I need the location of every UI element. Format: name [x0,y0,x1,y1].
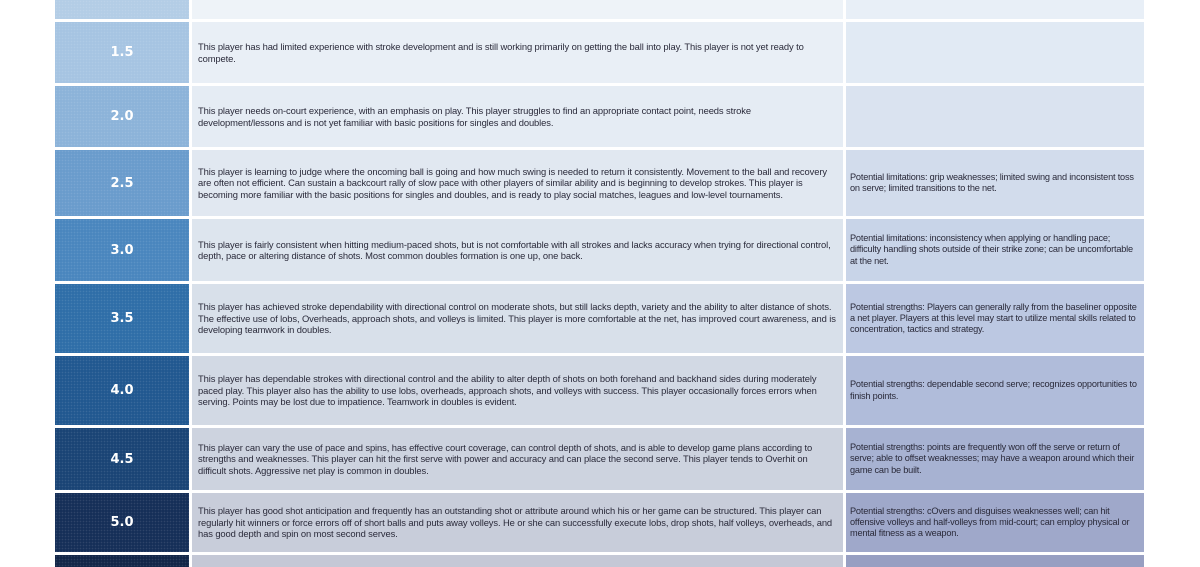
ntrp-rating-table [55,0,1144,565]
notes-cell [846,356,1144,425]
rating-cell: 2.0 [55,86,189,147]
notes-cell [846,493,1144,552]
table-row [55,356,1144,425]
description-cell [192,86,843,147]
notes-text: Potential strengths: dependable second serve; recognizes opportunities to finish points. [850,379,1137,401]
table-row [55,150,1144,216]
description-cell [192,0,843,19]
notes-text: Potential strengths: Players can generally rally from the baseliner opposite a net player. Players at this level may start to utilize mental skills related to concentration, tactics and strategy. [850,301,1137,335]
description-text: This player has had limited experience with stroke development and is still working primarily on getting the ball into play. This player is not yet ready to compete. [198,41,804,64]
notes-cell [846,86,1144,147]
description-cell [192,150,843,216]
table-row [55,555,1144,567]
table-row [55,86,1144,147]
description-text: This player has good shot anticipation and frequently has an outstanding shot or attribute around which his or her game can be structured. This player can regularly hit winners or force errors off of short balls and puts away volleys. He or she can successfully execute lobs, drop shots, half volleys, overheads, and has good depth and spin on most second serves. [198,505,833,540]
table-row [55,428,1144,490]
rating-cell [55,0,189,19]
notes-text: Potential strengths: cOvers and disguises weaknesses well; can hit offensive volleys and half-volleys from mid-court; can employ physical or mental fitness as a weapon. [850,505,1130,539]
rating-cell: 3.0 [55,219,189,281]
description-cell [192,493,843,552]
description-text: This player can vary the use of pace and spins, has effective court coverage, can control depth of shots, and is able to develop game plans according to strengths and weaknesses. This player can hit the first serve with power and accuracy and can place the second serve. This player tends to Overhit on difficult shots. Aggressive net play is common in doubles. [198,441,813,476]
description-cell [192,284,843,353]
rating-cell: 4.0 [55,356,189,425]
description-text: This player has achieved stroke dependability with directional control on moderate shots, but still lacks depth, variety and the ability to alter distance of shots. The effective use of lobs, Overheads, approach shots, and volleys is limited. This player is more comfortable at the net, has improved court awareness, and is developing teamwork in doubles. [198,301,836,336]
table-row [55,0,1144,19]
description-text: This player needs on-court experience, with an emphasis on play. This player struggles to find an appropriate contact point, needs stroke development/lessons and is not yet familiar with basic positions for singles and doubles. [198,105,751,128]
table-row [55,493,1144,552]
rating-cell: 3.5 [55,284,189,353]
notes-cell [846,428,1144,490]
table-row [55,284,1144,353]
rating-cell: 5.0 [55,493,189,552]
notes-text: Potential limitations: inconsistency when applying or handling pace; difficulty handling shots outside of their strike zone; can be uncomfortable at the net. [850,233,1133,266]
description-text: This player is fairly consistent when hitting medium-paced shots, but is not comfortable with all strokes and lacks accuracy when trying for directional control, depth, pace or altering distance of shots. Most common doubles formation is one up, one back. [198,238,831,261]
notes-cell [846,555,1144,567]
notes-cell [846,0,1144,19]
table-row [55,22,1144,83]
rating-cell: 2.5 [55,150,189,216]
description-cell [192,219,843,281]
description-text: This player is learning to judge where the oncoming ball is going and how much swing is needed to return it consistently. Movement to the ball and recovery are often not efficient. Can sustain a backcourt rally of slow pace with other players of similar ability and is beginning to develop strokes. This player is becoming more familiar with the basic positions for singles and doubles, and is ready to play social matches, leagues and low-level tournaments. [198,165,827,200]
rating-cell: 1.5 [55,22,189,83]
rating-cell [55,555,189,567]
notes-cell [846,219,1144,281]
notes-text: Potential limitations: grip weaknesses; limited swing and inconsistent toss on serve; limited transitions to the net. [850,171,1134,193]
description-cell [192,428,843,490]
notes-cell [846,284,1144,353]
table-row [55,219,1144,281]
description-text: This player has dependable strokes with directional control and the ability to alter depth of shots on both forehand and backhand sides during moderately paced play. This player also has the ability to use lobs, overheads, approach shots, and volleys with success. This player occasionally forces errors when serving. Points may be lost due to impatience. Teamwork in doubles is evident. [198,373,817,408]
description-cell [192,555,843,567]
description-cell [192,22,843,83]
notes-cell [846,150,1144,216]
notes-text: Potential strengths: points are frequently won off the serve or return of serve; able to offset weaknesses; may have a weapon around which their game can be built. [850,442,1135,475]
description-cell [192,356,843,425]
rating-cell: 4.5 [55,428,189,490]
notes-cell [846,22,1144,83]
